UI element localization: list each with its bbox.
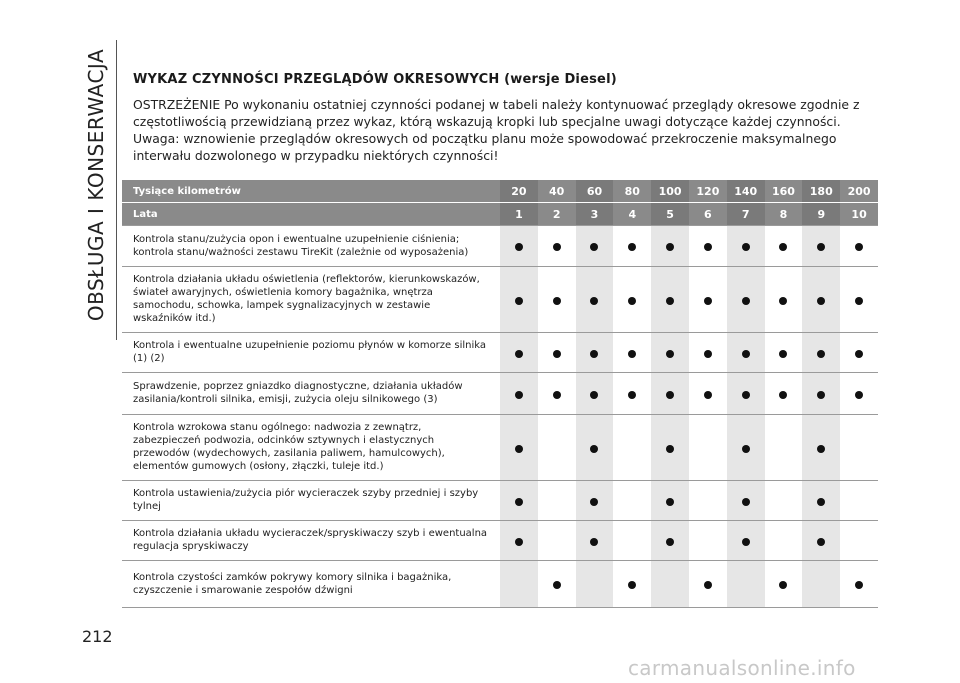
warning-paragraph: OSTRZEŻENIE Po wykonaniu ostatniej czynności podanej w tabeli należy kontynuować przeglądy okresowe zgodnie z częstotliwością przewidzianą przez wykaz, którą wskazują kropki lub specjalne uwagi dotyczące każdej czynności. Uwaga: wznowienie przeglądów okresowych od początku planu może spowodować przekroczenie maksymalnego interwału dozwolonego w przypadku niektórych czynności! [133, 97, 860, 163]
schedule-cell [765, 225, 803, 266]
service-dot-icon [666, 350, 674, 358]
schedule-cell [802, 520, 840, 560]
service-dot-icon [742, 538, 750, 546]
schedule-cell [613, 372, 651, 414]
service-dot-icon [515, 350, 523, 358]
service-dot-icon [742, 243, 750, 251]
row-description: Kontrola czystości zamków pokrywy komory silnika i bagażnika, czyszczenie i smarowanie zespołów dźwigni [122, 560, 500, 608]
section-side-label: OBSŁUGA I KONSERWACJA [84, 48, 108, 322]
table-row [122, 480, 878, 520]
km-header-cell: 60 [576, 180, 614, 203]
schedule-cell [765, 372, 803, 414]
table-row [122, 560, 878, 608]
years-header-row [122, 203, 878, 225]
km-header-cell: 20 [500, 180, 538, 203]
row-description: Sprawdzenie, poprzez gniazdko diagnostyczne, działania układów zasilania/kontroli silnika, emisji, zużycia oleju silnikowego (3) [122, 372, 500, 414]
schedule-cell [576, 372, 614, 414]
service-dot-icon [817, 498, 825, 506]
service-dot-icon [590, 243, 598, 251]
schedule-cell [802, 372, 840, 414]
schedule-cell [576, 332, 614, 372]
schedule-cell [651, 266, 689, 332]
service-dot-icon [742, 498, 750, 506]
schedule-cell [689, 560, 727, 608]
schedule-cell [765, 520, 803, 560]
schedule-cell [651, 414, 689, 480]
schedule-cell [613, 520, 651, 560]
service-dot-icon [704, 391, 712, 399]
schedule-cell [840, 372, 878, 414]
service-dot-icon [590, 350, 598, 358]
service-dot-icon [817, 445, 825, 453]
year-header-cell: 4 [613, 203, 651, 225]
schedule-cell [727, 332, 765, 372]
km-header-cell: 80 [613, 180, 651, 203]
year-header-cell: 6 [689, 203, 727, 225]
service-dot-icon [628, 391, 636, 399]
schedule-cell [727, 372, 765, 414]
service-dot-icon [515, 391, 523, 399]
service-dot-icon [779, 391, 787, 399]
service-dot-icon [628, 243, 636, 251]
maintenance-schedule-table [122, 180, 878, 608]
year-header-cell: 5 [651, 203, 689, 225]
schedule-cell [840, 225, 878, 266]
service-dot-icon [666, 243, 674, 251]
service-dot-icon [515, 445, 523, 453]
service-dot-icon [628, 581, 636, 589]
service-dot-icon [855, 350, 863, 358]
service-dot-icon [817, 297, 825, 305]
service-dot-icon [515, 498, 523, 506]
schedule-cell [802, 560, 840, 608]
schedule-cell [613, 332, 651, 372]
km-header-row [122, 180, 878, 203]
page-number: 212 [82, 627, 113, 646]
year-header-cell: 9 [802, 203, 840, 225]
schedule-cell [689, 332, 727, 372]
schedule-cell [840, 332, 878, 372]
service-dot-icon [855, 581, 863, 589]
schedule-cell [840, 414, 878, 480]
schedule-cell [613, 560, 651, 608]
schedule-cell [765, 332, 803, 372]
schedule-cell [727, 225, 765, 266]
service-dot-icon [855, 297, 863, 305]
service-dot-icon [742, 350, 750, 358]
schedule-cell [727, 560, 765, 608]
km-header-cell: 180 [802, 180, 840, 203]
schedule-cell [802, 266, 840, 332]
schedule-cell [802, 480, 840, 520]
service-dot-icon [704, 581, 712, 589]
side-divider [116, 40, 117, 340]
schedule-body [122, 225, 878, 608]
schedule-cell [840, 480, 878, 520]
schedule-cell [613, 225, 651, 266]
schedule-cell [802, 225, 840, 266]
service-dot-icon [817, 350, 825, 358]
service-dot-icon [666, 445, 674, 453]
schedule-cell [802, 332, 840, 372]
table-row [122, 520, 878, 560]
schedule-cell [613, 414, 651, 480]
schedule-cell [538, 266, 576, 332]
service-dot-icon [515, 297, 523, 305]
service-dot-icon [779, 581, 787, 589]
table-row [122, 225, 878, 266]
service-dot-icon [628, 350, 636, 358]
row-description: Kontrola działania układu wycieraczek/spryskiwaczy szyb i ewentualna regulacja spryskiwaczy [122, 520, 500, 560]
km-header-cell: 140 [727, 180, 765, 203]
service-dot-icon [590, 297, 598, 305]
km-header-cell: 200 [840, 180, 878, 203]
service-dot-icon [666, 498, 674, 506]
schedule-cell [500, 372, 538, 414]
km-header-cell: 40 [538, 180, 576, 203]
schedule-cell [689, 520, 727, 560]
service-dot-icon [515, 243, 523, 251]
service-dot-icon [817, 243, 825, 251]
row-description: Kontrola ustawienia/zużycia piór wycieraczek szyby przedniej i szyby tylnej [122, 480, 500, 520]
schedule-cell [500, 225, 538, 266]
years-header-label: Lata [122, 203, 500, 225]
schedule-cell [689, 266, 727, 332]
schedule-cell [538, 332, 576, 372]
schedule-cell [500, 480, 538, 520]
km-header-cell: 120 [689, 180, 727, 203]
schedule-cell [651, 225, 689, 266]
schedule-cell [500, 560, 538, 608]
service-dot-icon [553, 581, 561, 589]
service-dot-icon [779, 350, 787, 358]
schedule-cell [576, 266, 614, 332]
schedule-cell [765, 266, 803, 332]
service-dot-icon [742, 445, 750, 453]
service-dot-icon [553, 297, 561, 305]
service-dot-icon [590, 445, 598, 453]
schedule-cell [538, 560, 576, 608]
schedule-cell [576, 560, 614, 608]
table-row [122, 266, 878, 332]
schedule-cell [727, 480, 765, 520]
service-dot-icon [553, 391, 561, 399]
schedule-cell [689, 372, 727, 414]
schedule-cell [576, 520, 614, 560]
year-header-cell: 3 [576, 203, 614, 225]
schedule-cell [840, 560, 878, 608]
schedule-cell [651, 372, 689, 414]
table-row [122, 332, 878, 372]
schedule-cell [689, 414, 727, 480]
schedule-cell [538, 480, 576, 520]
schedule-cell [765, 414, 803, 480]
year-header-cell: 2 [538, 203, 576, 225]
row-description: Kontrola stanu/zużycia opon i ewentualne uzupełnienie ciśnienia; kontrola stanu/ważności zestawu TireKit (zależnie od wyposażenia) [122, 225, 500, 266]
schedule-cell [500, 266, 538, 332]
schedule-cell [538, 372, 576, 414]
service-dot-icon [704, 297, 712, 305]
service-dot-icon [855, 391, 863, 399]
service-dot-icon [515, 538, 523, 546]
watermark: carmanualsonline.info [628, 656, 856, 680]
schedule-cell [576, 480, 614, 520]
service-dot-icon [817, 538, 825, 546]
year-header-cell: 7 [727, 203, 765, 225]
row-description: Kontrola działania układu oświetlenia (reflektorów, kierunkowskazów, świateł awaryjnych, oświetlenia komory bagażnika, wnętrza samochodu, schowka, lampek sygnalizacyjnych w zestawie wskaźników itd.) [122, 266, 500, 332]
schedule-cell [651, 560, 689, 608]
km-header-cell: 160 [765, 180, 803, 203]
km-header-label: Tysiące kilometrów [122, 180, 500, 203]
schedule-cell [727, 414, 765, 480]
service-dot-icon [817, 391, 825, 399]
schedule-cell [613, 480, 651, 520]
schedule-cell [613, 266, 651, 332]
schedule-cell [689, 225, 727, 266]
schedule-cell [727, 520, 765, 560]
schedule-cell [538, 414, 576, 480]
schedule-cell [500, 414, 538, 480]
page-title: WYKAZ CZYNNOŚCI PRZEGLĄDÓW OKRESOWYCH (wersje Diesel) [133, 72, 617, 87]
schedule-cell [840, 266, 878, 332]
schedule-cell [727, 266, 765, 332]
schedule-cell [651, 520, 689, 560]
schedule-cell [651, 480, 689, 520]
service-dot-icon [628, 297, 636, 305]
service-dot-icon [704, 350, 712, 358]
row-description: Kontrola i ewentualne uzupełnienie poziomu płynów w komorze silnika (1) (2) [122, 332, 500, 372]
schedule-cell [689, 480, 727, 520]
service-dot-icon [704, 243, 712, 251]
service-dot-icon [742, 391, 750, 399]
service-dot-icon [590, 538, 598, 546]
year-header-cell: 10 [840, 203, 878, 225]
service-dot-icon [779, 297, 787, 305]
service-dot-icon [742, 297, 750, 305]
schedule-cell [538, 520, 576, 560]
schedule-cell [765, 480, 803, 520]
service-dot-icon [855, 243, 863, 251]
service-dot-icon [666, 538, 674, 546]
service-dot-icon [590, 498, 598, 506]
schedule-cell [538, 225, 576, 266]
schedule-cell [576, 414, 614, 480]
schedule-cell [500, 520, 538, 560]
schedule-cell [500, 332, 538, 372]
schedule-cell [651, 332, 689, 372]
service-dot-icon [553, 350, 561, 358]
schedule-cell [576, 225, 614, 266]
year-header-cell: 1 [500, 203, 538, 225]
service-dot-icon [779, 243, 787, 251]
table-row [122, 414, 878, 480]
service-dot-icon [590, 391, 598, 399]
service-dot-icon [666, 297, 674, 305]
schedule-cell [765, 560, 803, 608]
table-row [122, 372, 878, 414]
km-header-cell: 100 [651, 180, 689, 203]
schedule-cell [840, 520, 878, 560]
service-dot-icon [553, 243, 561, 251]
schedule-cell [802, 414, 840, 480]
row-description: Kontrola wzrokowa stanu ogólnego: nadwozia z zewnątrz, zabezpieczeń podwozia, odcinków sztywnych i elastycznych przewodów (wydechowych, zasilania paliwem, hamulcowych), elementów gumowych (osłony, złączki, tuleje itd.) [122, 414, 500, 480]
year-header-cell: 8 [765, 203, 803, 225]
service-dot-icon [666, 391, 674, 399]
